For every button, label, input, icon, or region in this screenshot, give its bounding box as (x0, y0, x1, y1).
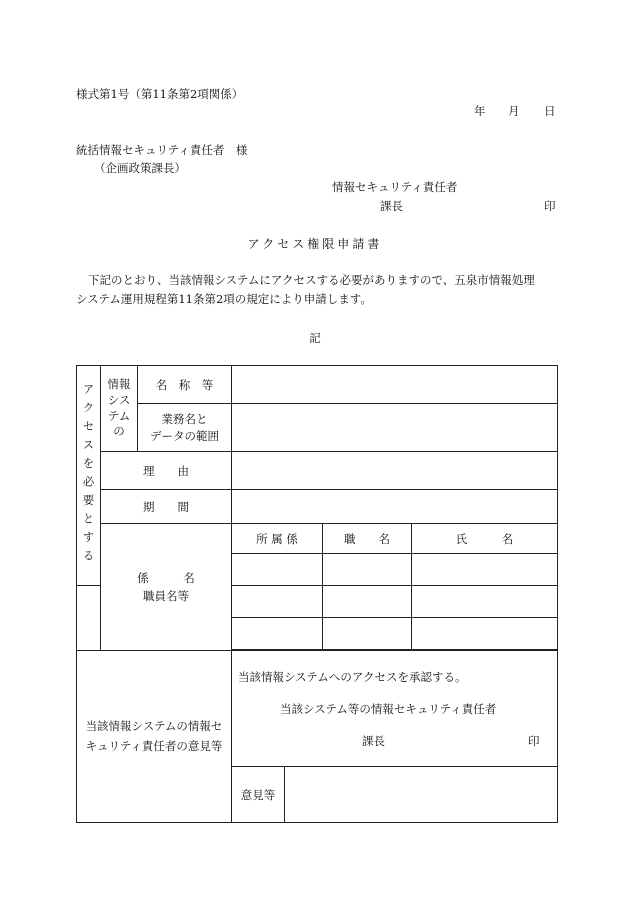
period-label: 期 間 (143, 499, 189, 514)
staff-row3-job-title-field[interactable] (323, 618, 412, 650)
access-group-cell-tail (77, 586, 101, 651)
access-group-label: アクセスを必要とする (81, 383, 96, 568)
date-day: 日 (544, 104, 556, 118)
staff-row3-name-field[interactable] (412, 618, 558, 650)
staff-row2-job-title-field[interactable] (323, 586, 412, 618)
business-label: 業務名と データの範囲 (150, 411, 219, 443)
name-label-cell (138, 366, 232, 404)
date-month: 月 (508, 104, 520, 118)
approval-text: 当該情報システムへのアクセスを承認する。 (238, 670, 467, 684)
name-label: 名 称 等 (155, 377, 214, 392)
addressee-title: 統括情報セキュリティ責任者 様 (76, 143, 248, 157)
access-group-cell (77, 366, 101, 586)
applicant-seal: 印 (544, 199, 556, 213)
period-value-field[interactable] (232, 490, 558, 524)
staff-row1-job-title-field[interactable] (323, 554, 412, 586)
business-label-cell (138, 404, 232, 452)
header-section (232, 524, 323, 554)
staff-row1-section-field[interactable] (232, 554, 323, 586)
header-job-title (323, 524, 412, 554)
period-label-cell (101, 490, 232, 524)
staff-row1-name-field[interactable] (412, 554, 558, 586)
staff-row2-name-field[interactable] (412, 586, 558, 618)
date-year: 年 (474, 104, 486, 118)
document-title: アクセス権限申請書 (247, 237, 383, 251)
staff-row3-section-field[interactable] (232, 618, 323, 650)
approver-position: 課長 (362, 734, 385, 748)
job-title-header: 職 名 (344, 531, 390, 546)
section-header: 所 属 係 (256, 531, 298, 546)
approver-role: 当該システム等の情報セキュリティ責任者 (280, 702, 497, 716)
person-name-header: 氏 名 (455, 531, 514, 546)
header-person-name (412, 524, 558, 554)
business-value-field[interactable] (232, 404, 558, 452)
reason-label: 理 由 (143, 463, 189, 478)
body-text-line1: 下記のとおり、当該情報システムにアクセスする必要がありますので、五泉市情報処理 (88, 273, 535, 287)
name-value-field[interactable] (232, 366, 558, 404)
system-label: 情報システムの (107, 377, 131, 439)
approver-seal: 印 (528, 734, 540, 748)
applicant-position: 課長 (380, 199, 403, 213)
opinion-label: 当該情報システムの情報セ キュリティ責任者の意見等 (85, 718, 223, 753)
staff-label-cell (101, 524, 232, 651)
application-table (76, 365, 558, 823)
reason-label-cell (101, 452, 232, 490)
system-label-cell (101, 366, 138, 452)
staff-label: 係 名 職員名等 (137, 570, 195, 603)
ki-label: 記 (309, 331, 321, 345)
opinion-value-field[interactable] (285, 767, 557, 822)
form-id: 様式第1号（第11条第2項関係） (76, 87, 244, 101)
opinion-label-cell (77, 651, 232, 823)
body-text-line2: システム運用規程第11条第2項の規定により申請します。 (76, 292, 372, 306)
reason-value-field[interactable] (232, 452, 558, 490)
opinion-field-label: 意見等 (240, 788, 276, 802)
approval-cell (232, 651, 558, 767)
staff-row2-section-field[interactable] (232, 586, 323, 618)
applicant-role: 情報セキュリティ責任者 (332, 180, 458, 194)
addressee-sub: （企画政策課長） (94, 161, 186, 175)
opinion-field-row (232, 767, 558, 823)
